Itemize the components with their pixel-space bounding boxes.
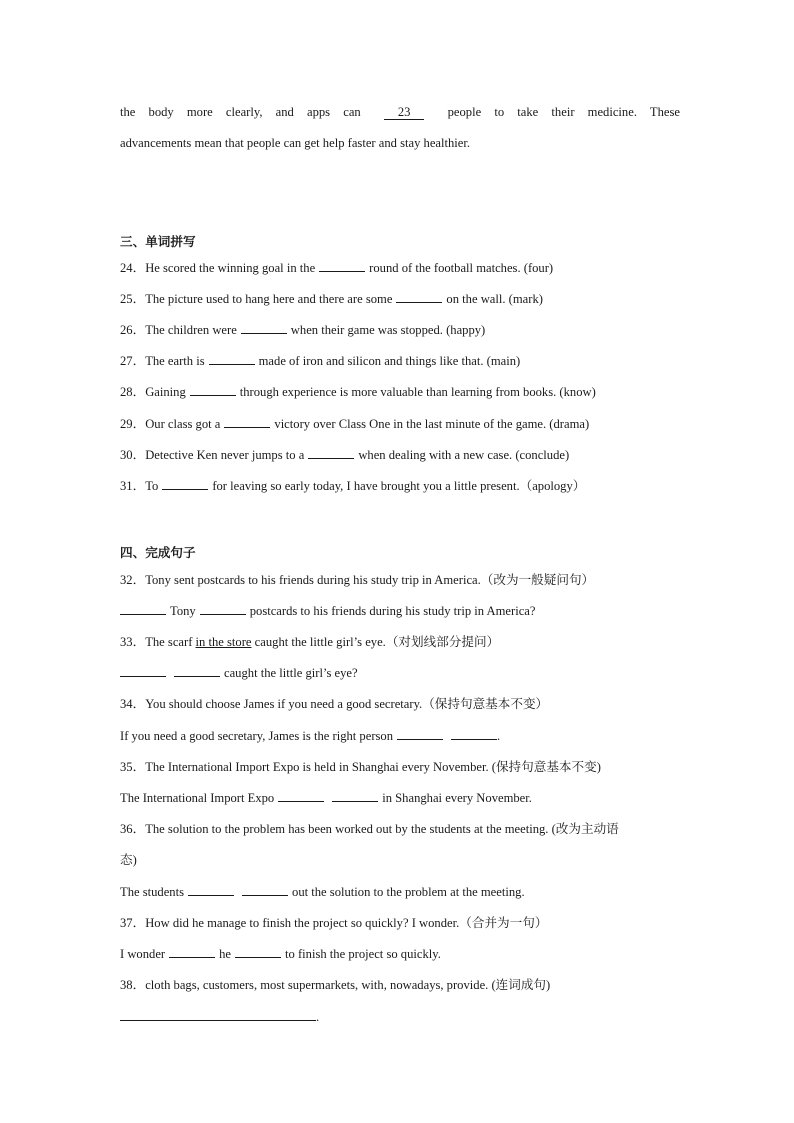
answer-blank[interactable] — [278, 790, 324, 802]
answer-blank[interactable] — [190, 384, 236, 396]
passage-line-2: advancements mean that people can get help faster and stay healthier. — [120, 136, 471, 150]
answer-blank[interactable] — [169, 946, 215, 958]
answer-text: he — [219, 947, 232, 961]
answer-text: . — [316, 1010, 320, 1024]
answer-blank[interactable] — [224, 416, 270, 428]
answer-text: to finish the project so quickly. — [285, 947, 441, 961]
question-35-prompt: 35．The International Import Expo is held in Shanghai every November. (保持句意基本不变) — [120, 760, 601, 774]
answer-blank[interactable] — [120, 665, 166, 677]
section-4-title: 四、完成句子 — [120, 545, 196, 560]
answer-text: . — [497, 729, 501, 743]
question-38-answer — [120, 1009, 680, 1025]
answer-text: I wonder — [120, 947, 166, 961]
answer-text: out the solution to the problem at the meeting. — [292, 885, 525, 899]
answer-text: postcards to his friends during his study trip in America? — [249, 604, 536, 618]
question-text: 25．The picture used to hang here and there are some — [120, 292, 393, 306]
answer-blank[interactable] — [242, 884, 288, 896]
answer-blank[interactable] — [396, 291, 442, 303]
answer-blank[interactable] — [174, 665, 220, 677]
passage-text: the body more clearly, and apps can — [120, 105, 361, 119]
question-text: round of the football matches. (four) — [369, 261, 554, 275]
question-37-prompt: 37．How did he manage to finish the project so quickly? I wonder.（合并为一句） — [120, 916, 548, 930]
question-30 — [120, 447, 680, 463]
question-27 — [120, 353, 680, 369]
passage-line-1 — [120, 104, 680, 120]
answer-blank[interactable] — [209, 353, 255, 365]
question-text: 26．The children were — [120, 323, 237, 337]
question-34-prompt: 34．You should choose James if you need a good secretary.（保持句意基本不变） — [120, 697, 549, 711]
question-text: for leaving so early today, I have brought you a little present.（apology） — [212, 479, 586, 493]
underlined-phrase: in the store — [195, 635, 252, 649]
question-text: on the wall. (mark) — [446, 292, 543, 306]
question-text: 27．The earth is — [120, 354, 205, 368]
question-text: when dealing with a new case. (conclude) — [358, 448, 570, 462]
question-33-answer — [120, 665, 680, 681]
answer-blank[interactable] — [319, 260, 365, 272]
question-36-prompt-line-2: 态) — [120, 853, 137, 867]
answer-blank[interactable] — [162, 478, 208, 490]
question-text: 29．Our class got a — [120, 417, 221, 431]
answer-text: If you need a good secretary, James is the right person — [120, 729, 394, 743]
answer-text: in Shanghai every November. — [382, 791, 532, 805]
question-text: 31．To — [120, 479, 159, 493]
question-29 — [120, 416, 680, 432]
answer-text: The International Import Expo — [120, 791, 275, 805]
question-text: 24．He scored the winning goal in the — [120, 261, 316, 275]
question-26 — [120, 322, 680, 338]
passage-text: people to take their medicine. These — [447, 105, 680, 119]
question-24 — [120, 260, 680, 276]
answer-blank[interactable] — [120, 603, 166, 615]
question-text: made of iron and silicon and things like that. (main) — [258, 354, 521, 368]
answer-text: caught the little girl’s eye? — [224, 666, 358, 680]
question-36-answer — [120, 884, 680, 900]
question-32-prompt: 32．Tony sent postcards to his friends during his study trip in America.（改为一般疑问句） — [120, 573, 595, 587]
blank-number: 23 — [397, 105, 411, 119]
question-text: when their game was stopped. (happy) — [290, 323, 486, 337]
answer-blank[interactable] — [308, 447, 354, 459]
question-35-answer — [120, 790, 680, 806]
question-text: through experience is more valuable than learning from books. (know) — [239, 385, 596, 399]
question-text: 30．Detective Ken never jumps to a — [120, 448, 305, 462]
question-32-answer — [120, 603, 680, 619]
answer-blank[interactable] — [188, 884, 234, 896]
question-37-answer — [120, 946, 680, 962]
answer-blank[interactable] — [120, 1009, 316, 1021]
answer-blank[interactable] — [200, 603, 246, 615]
question-28 — [120, 384, 680, 400]
answer-blank[interactable] — [397, 728, 443, 740]
answer-text: Tony — [170, 604, 196, 618]
question-text: victory over Class One in the last minute of the game. (drama) — [274, 417, 590, 431]
answer-text: The students — [120, 885, 185, 899]
question-38-prompt: 38．cloth bags, customers, most supermarkets, with, nowadays, provide. (连词成句) — [120, 978, 551, 992]
answer-blank[interactable] — [332, 790, 378, 802]
question-text: 33．The scarf — [120, 635, 193, 649]
blank-23[interactable] — [384, 106, 425, 120]
question-31 — [120, 478, 680, 494]
question-text: caught the little girl’s eye.（对划线部分提问） — [254, 635, 500, 649]
answer-blank[interactable] — [451, 728, 497, 740]
section-3-title: 三、单词拼写 — [120, 234, 196, 249]
answer-blank[interactable] — [235, 946, 281, 958]
question-34-answer — [120, 728, 680, 744]
question-33-prompt — [120, 634, 680, 650]
answer-blank[interactable] — [241, 322, 287, 334]
question-25 — [120, 291, 680, 307]
question-36-prompt-line-1: 36．The solution to the problem has been worked out by the students at the meeting. (改为主动语 — [120, 822, 619, 836]
question-text: 28．Gaining — [120, 385, 186, 399]
